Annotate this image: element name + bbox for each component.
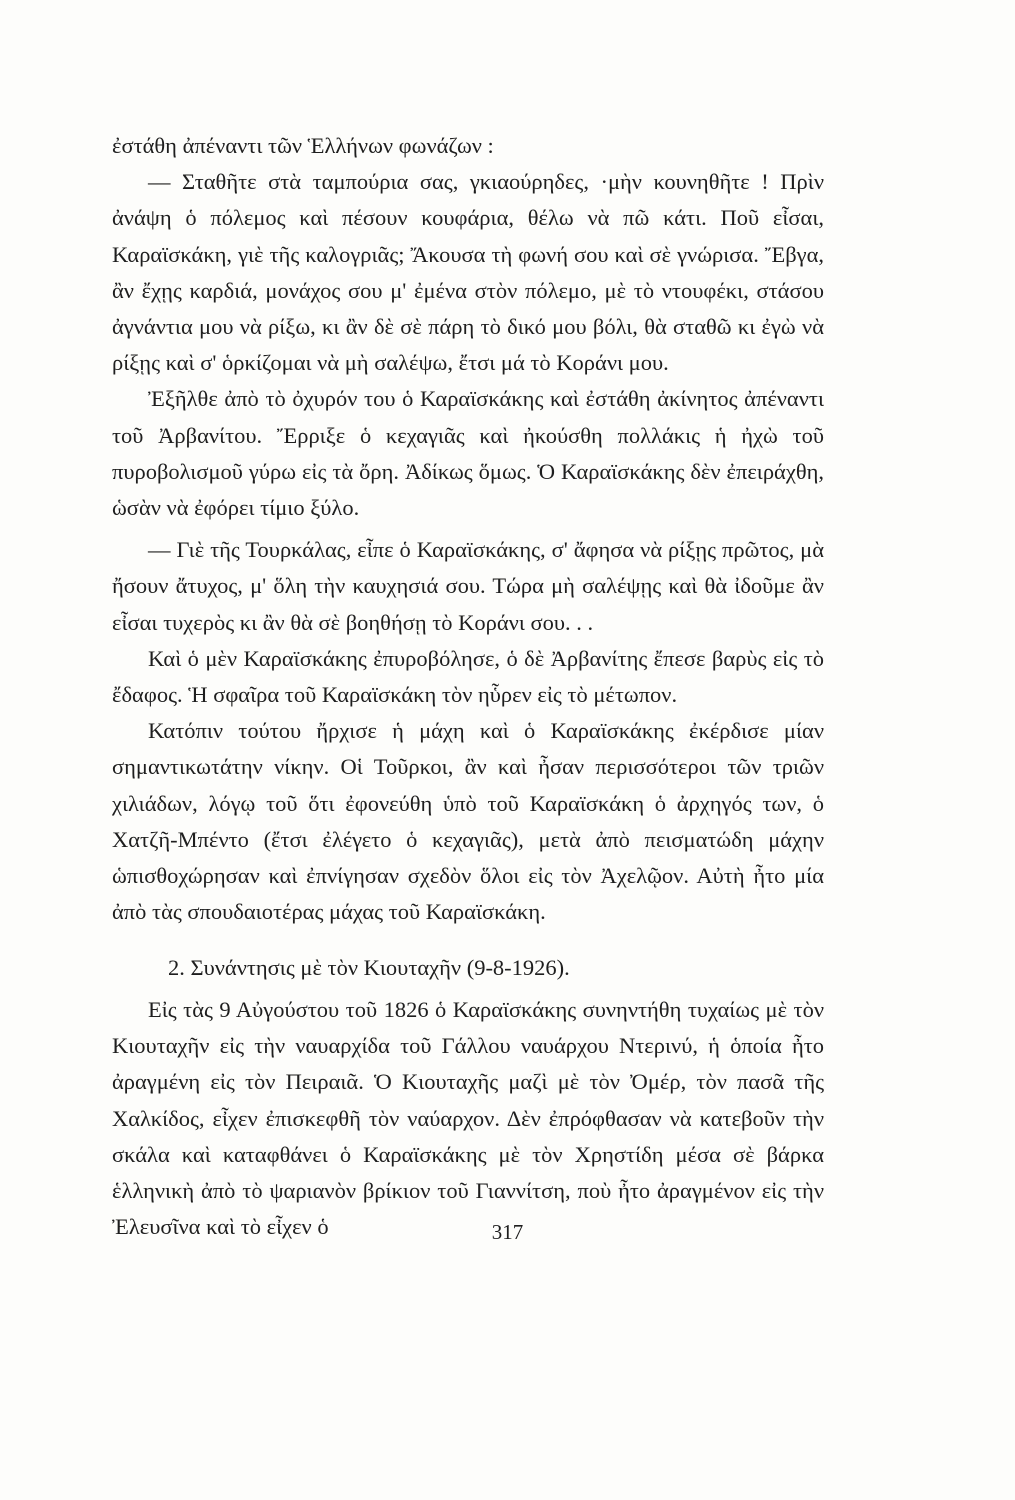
page-number: 317 (491, 1220, 524, 1244)
paragraph-battle-outcome: Κατόπιν τούτου ἤρχισε ἡ μάχη καὶ ὁ Καραϊσκάκης ἐκέρδισε μίαν σημαντικωτάτην νίκην. Οἱ Τοῦρκοι, ἂν καὶ ἦσαν περισσότεροι τῶν τριῶν χιλιάδων, λόγῳ τοῦ ὅτι ἐφονεύθη ὑπὸ τοῦ Καραϊσκάκη ὁ ἀρχηγός των, ὁ Χατζῆ-Μπέντο (ἔτσι ἐλέγετο ὁ κεχαγιᾶς), μετὰ ἀπὸ πεισματώδη μάχην ὡπισθοχώρησαν καὶ ἐπνίγησαν σχεδὸν ὅλοι εἰς τὸν Ἀχελῷον. Αὐτὴ ἦτο μία ἀπὸ τὰς σπουδαιοτέρας μάχας τοῦ Καραϊσκάκη. (112, 718, 824, 925)
section-1-text (112, 128, 824, 930)
section-2-text (112, 992, 824, 1245)
paragraph-arvanitis-falls: Καὶ ὁ μὲν Καραϊσκάκης ἐπυροβόλησε, ὁ δὲ Ἀρβανίτης ἔπεσε βαρὺς εἰς τὸ ἔδαφος. Ἡ σφαῖρα τοῦ Καραϊσκάκη τὸν ηὗρεν εἰς τὸ μέτωπον. (112, 645, 824, 708)
paragraph-opening-line: ἐστάθη ἀπέναντι τῶν Ἑλλήνων φωνάζων : (112, 133, 494, 158)
paragraph-kehagias-speech: — Σταθῆτε στὰ ταμπούρια σας, γκιαούρηδες, ·μὴν κουνηθῆτε ! Πρὶν ἀνάψη ὁ πόλεμος καὶ πέσουν κουφάρια, θέλω νὰ πῶ κάτι. Ποῦ εἶσαι, Καραϊσκάκη, γιὲ τῆς καλογριᾶς; Ἄκουσα τὴ φωνή σου καὶ σὲ γνώρισα. Ἔβγα, ἂν ἔχῃς καρδιά, μονάχος σου μ' ἐμένα στὸν πόλεμο, μὲ τὸ ντουφέκι, στάσου ἀγνάντια μου νὰ ρίξω, κι ἂν δὲ σὲ πάρη τὸ δικό μου βόλι, θὰ σταθῶ κι ἐγὼ νὰ ρίξῃς καὶ σ' ὁρκίζομαι νὰ μὴ σαλέψω, ἔτσι μά τὸ Κοράνι μου. (112, 169, 824, 376)
paragraph-karaiskakis-speech: — Γιὲ τῆς Τουρκάλας, εἶπε ὁ Καραϊσκάκης, σ' ἄφησα νὰ ρίξῃς πρῶτος, μὰ ἤσουν ἄτυχος, μ' ὅλη τὴν καυχησιά σου. Τώρα μὴ σαλέψῃς καὶ θὰ ἰδοῦμε ἂν εἶσαι τυχερὸς κι ἂν θὰ σὲ βοηθήσῃ τὸ Κοράνι σου. . . (112, 537, 824, 635)
paragraph-meeting-kioutahis: Εἰς τὰς 9 Αὐγούστου τοῦ 1826 ὁ Καραϊσκάκης συνηντήθη τυχαίως μὲ τὸν Κιουταχῆν εἰς τὴν ναυαρχίδα τοῦ Γάλλου ναυάρχου Ντερινύ, ἡ ὁποία ἦτο ἀραγμένη εἰς τὸν Πειραιᾶ. Ὁ Κιουταχῆς μαζὶ μὲ τὸν Ὀμέρ, τὸν πασᾶ τῆς Χαλκίδος, εἶχεν ἐπισκεφθῆ τὸν ναύαρχον. Δὲν ἐπρόφθασαν νὰ κατεβοῦν τὴν σκάλα καὶ καταφθάνει ὁ Καραϊσκάκης μὲ τὸν Χρηστίδη μέσα σὲ βάρκα ἑλληνικὴ ἀπὸ τὸ ψαριανὸν βρίκιον τοῦ Γιαννίτση, ποὺ ἦτο ἀραγμένον εἰς τὴν Ἐλευσῖνα καὶ τὸ εἶχεν ὁ (112, 997, 824, 1240)
section-2-heading: 2. Συνάντησις μὲ τὸν Κιουταχῆν (9-8-1926). (168, 955, 570, 980)
paragraph-karaiskakis-stands: Ἐξῆλθε ἀπὸ τὸ ὀχυρόν του ὁ Καραϊσκάκης καὶ ἐστάθη ἀκίνητος ἀπέναντι τοῦ Ἀρβανίτου. Ἔρριξε ὁ κεχαγιᾶς καὶ ἠκούσθη πολλάκις ἡ ἠχὼ τοῦ πυροβολισμοῦ γύρω εἰς τὰ ὄρη. Ἀδίκως ὅμως. Ὁ Καραϊσκάκης δὲν ἐπειράχθη, ὡσὰν νὰ ἐφόρει τίμιο ξύλο. (112, 386, 824, 521)
